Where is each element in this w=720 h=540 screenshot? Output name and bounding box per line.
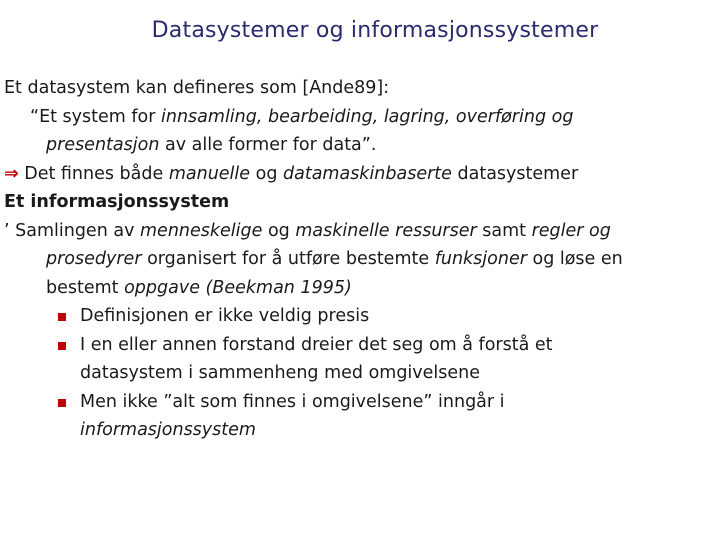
slide-content	[4, 74, 716, 445]
bullet-item: Definisjonen er ikke veldig presis	[4, 302, 716, 331]
bullet-item: Men ikke ”alt som finnes i omgivelsene” inngår i	[4, 388, 716, 417]
square-bullet-icon	[58, 342, 66, 350]
quote-line-1: “Et system for innsamling, bearbeiding, lagring, overføring og	[30, 106, 574, 127]
slide-title: Datasystemer og informasjonssystemer	[151, 18, 599, 43]
collection-line-1: ’ Samlingen av menneskelige og maskinelle ressurser samt regler og	[4, 220, 611, 241]
collection-line-3: bestemt oppgave (Beekman 1995)	[46, 277, 352, 298]
bullet-item: I en eller annen forstand dreier det seg om å forstå et	[4, 331, 716, 360]
quote-line-2: presentasjon av alle former for data”.	[46, 135, 377, 155]
square-bullet-icon	[58, 313, 66, 321]
bullet-continuation: informasjonssystem	[80, 420, 256, 440]
bullet-continuation: datasystem i sammenheng med omgivelsene	[80, 363, 481, 383]
implies-arrow-icon: ⇒	[4, 163, 19, 184]
square-bullet-icon	[58, 399, 66, 407]
section-heading: Et informasjonssystem	[4, 192, 230, 212]
definition-intro: Et datasystem kan defineres som [Ande89]:	[4, 78, 390, 98]
implication-line: ⇒ Det finnes både manuelle og datamaskinbaserte datasystemer	[4, 163, 579, 184]
collection-line-2: prosedyrer organisert for å utføre bestemte funksjoner og løse en	[46, 249, 623, 269]
